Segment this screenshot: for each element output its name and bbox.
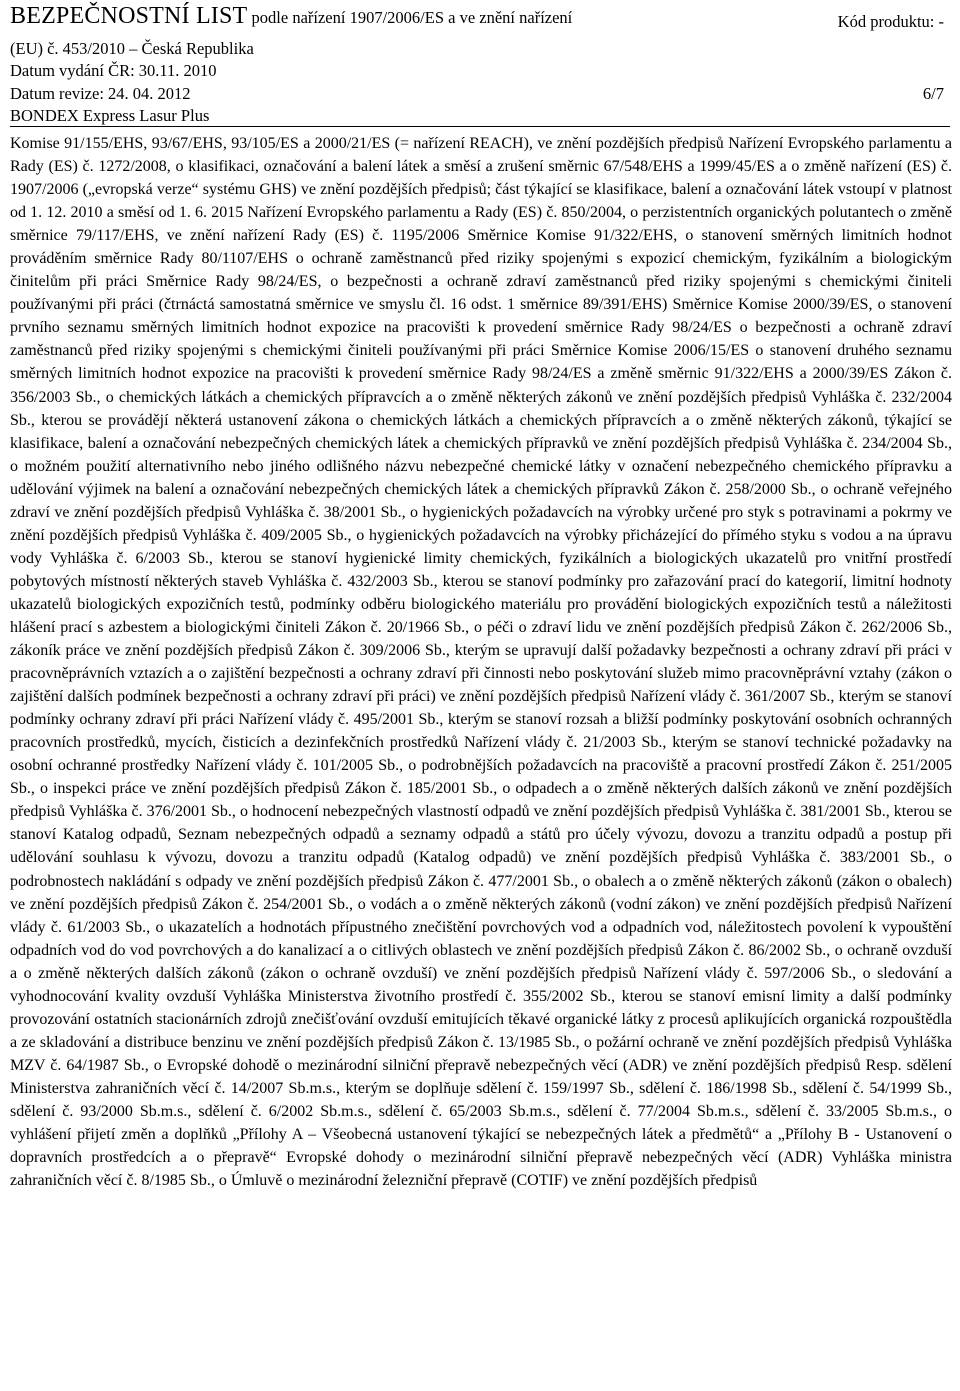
page-number: 6/7	[922, 84, 944, 103]
regulation-line: (EU) č. 453/2010 – Česká Republika	[10, 39, 254, 58]
product-name: BONDEX Express Lasur Plus	[10, 106, 210, 125]
header-divider	[10, 126, 950, 127]
header-title-line	[10, 3, 573, 29]
product-code: Kód produktu: -	[837, 12, 944, 31]
regulations-paragraph: Komise 91/155/EHS, 93/67/EHS, 93/105/ES a 2000/21/ES (= nařízení REACH), ve znění pozdějších předpisů Nařízení Evropského parlamentu a Rady (ES) č. 1272/2008, o klasifikaci, označování a balení látek a směsí a zrušení směrnic 67/548/EHS a 1999/45/ES a o změně nařízení (ES) č. 1907/2006 („evropská verze“ systému GHS) ve znění pozdějších předpisů; část týkající se klasifikace, balení a označování látek vstoupí v platnost od 1. 12. 2010 a směsí od 1. 6. 2015 Nařízení Evropského parlamentu a Rady (ES) č. 850/2004, o perzistentních organických polutantech o změně směrnice 79/117/EHS, ve znění nařízení Rady (ES) č. 1195/2006 Směrnice Komise 91/322/EHS, o stanovení směrných limitních hodnot prováděním směrnice Rady 80/1107/EHS o ochraně zaměstnanců před riziky spojenými s expozicí chemickým, fyzikálním a biologickým činitelům při práci Směrnice Rady 98/24/ES, o bezpečnosti a ochraně zdraví zaměstnanců před riziky spojenými s chemickými činiteli používanými při práci (čtrnáctá samostatná směrnice ve smyslu čl. 16 odst. 1 směrnice 89/391/EHS) Směrnice Komise 2000/39/ES, o stanovení prvního seznamu směrných limitních hodnot expozice na pracovišti k provedení směrnice Rady 98/24/ES o bezpečnosti a ochraně zdraví zaměstnanců před riziky spojenými s chemickými činiteli používanými při práci Směrnice Komise 2006/15/ES o stanovení druhého seznamu směrných limitních hodnot expozice na pracovišti k provedení směrnice Rady 98/24/ES a změně směrnic 91/322/EHS a 2000/39/ES Zákon č. 356/2003 Sb., o chemických látkách a chemických přípravcích a o změně některých zákonů ve znění pozdějších předpisů Vyhláška č. 232/2004 Sb., kterou se provádějí některá ustanovení zákona o chemických látkách a chemických přípravcích a o změně některých zákonů, týkající se klasifikace, balení a označování nebezpečných chemických látek a chemických přípravků ve znění pozdějších předpisů Vyhláška č. 234/2004 Sb., o možném použití alternativního nebo jiného odlišného názvu nebezpečné chemické látky v označení nebezpečného chemického přípravku a udělování výjimek na balení a označování nebezpečných chemických látek a chemických přípravků Zákon č. 258/2000 Sb., o ochraně veřejného zdraví ve znění pozdějších předpisů Vyhláška č. 38/2001 Sb., o hygienických požadavcích na výrobky určené pro styk s potravinami a pokrmy ve znění pozdějších předpisů Vyhláška č. 409/2005 Sb., o hygienických požadavcích na výrobky přicházející do přímého styku s vodou a na úpravu vody Vyhláška č. 6/2003 Sb., kterou se stanoví hygienické limity chemických, fyzikálních a biologických ukazatelů pro vnitřní prostředí pobytových místností některých staveb Vyhláška č. 432/2003 Sb., kterou se stanoví podmínky pro zařazování prací do kategorií, limitní hodnoty ukazatelů biologických expozičních testů, podmínky odběru biologického materiálu pro provádění biologických expozičních testů a náležitosti hlášení prací s azbestem a biologickými činiteli Zákon č. 20/1966 Sb., o péči o zdraví lidu ve znění pozdějších předpisů Zákon č. 262/2006 Sb., zákoník práce ve znění pozdějších předpisů Zákon č. 309/2006 Sb., kterým se upravují další požadavky bezpečnosti a ochrany zdraví při práci v pracovněprávních vztazích a o zajištění bezpečnosti a ochrany zdraví při činnosti nebo poskytování služeb mimo pracovněprávní vztahy (zákon o zajištění dalších podmínek bezpečnosti a ochrany zdraví při práci) ve znění pozdějších předpisů Nařízení vlády č. 361/2007 Sb., kterým se stanoví podmínky ochrany zdraví při práci Nařízení vlády č. 495/2001 Sb., kterým se stanoví rozsah a bližší podmínky poskytování osobních ochranných pracovních prostředků, mycích, čisticích a dezinfekčních prostředků Nařízení vlády č. 21/2003 Sb., kterým se stanoví technické požadavky na osobní ochranné prostředky Nařízení vlády č. 101/2005 Sb., o podrobnějších požadavcích na pracoviště a pracovní prostředí Zákon č. 251/2005 Sb., o inspekci práce ve znění pozdějších předpisů Zákon č. 185/2001 Sb., o odpadech a o změně některých dalších zákonů ve znění pozdějších předpisů Vyhláška č. 376/2001 Sb., o hodnocení nebezpečných vlastností odpadů ve znění pozdějších předpisů Vyhláška č. 381/2001 Sb., kterou se stanoví Katalog odpadů, Seznam nebezpečných odpadů a seznamy odpadů a států pro účely vývozu, dovozu a tranzitu odpadů a postup při udělování souhlasu k vývozu, dovozu a tranzitu odpadů (Katalog odpadů) ve znění pozdějších předpisů Vyhláška č. 383/2001 Sb., o podrobnostech nakládání s odpady ve znění pozdějších předpisů Zákon č. 477/2001 Sb., o obalech a o změně některých zákonů (zákon o obalech) ve znění pozdějších předpisů Zákon č. 254/2001 Sb., o vodách a o změně některých zákonů (vodní zákon) ve znění pozdějších předpisů Nařízení vlády č. 61/2003 Sb., o ukazatelích a hodnotách přípustného znečištění povrchových vod a odpadních vod, náležitostech povolení k vypouštění odpadních vod do vod povrchových a do kanalizací a o citlivých oblastech ve znění pozdějších předpisů Zákon č. 86/2002 Sb., o ochraně ovzduší a o změně některých dalších zákonů (zákon o ochraně ovzduší) ve znění pozdějších předpisů Nařízení vlády č. 597/2006 Sb., o sledování a vyhodnocování kvality ovzduší Vyhláška Ministerstva životního prostředí č. 355/2002 Sb., kterou se stanoví emisní limity a další podmínky provozování ostatních stacionárních zdrojů znečišťování ovzduší emitujících těkavé organické látky z procesů aplikujících organická rozpouštědla a ze skladování a distribuce benzinu ve znění pozdějších předpisů Zákon č. 13/1985 Sb., o požární ochraně ve znění pozdějších předpisů Vyhláška MZV č. 64/1987 Sb., o Evropské dohodě o mezinárodní silniční přepravě nebezpečných věcí (ADR) ve znění pozdějších předpisů Resp. sdělení Ministerstva zahraničních věcí č. 14/2007 Sb.m.s., kterým se doplňuje sdělení č. 159/1997 Sb., sdělení č. 186/1998 Sb., sdělení č. 54/1999 Sb., sdělení č. 93/2000 Sb.m.s., sdělení č. 6/2002 Sb.m.s., sdělení č. 65/2003 Sb.m.s., sdělení č. 77/2004 Sb.m.s., sdělení č. 33/2005 Sb.m.s., o vyhlášení přijetí změn a doplňků „Přílohy A – Všeobecná ustanovení týkající se nebezpečných látek a předmětů“ a „Přílohy B - Ustanovení o dopravních prostředcích a o přepravě“ Evropské dohody o mezinárodní silniční přepravě nebezpečných věcí (ADR) Vyhláška ministra zahraničních věcí č. 8/1985 Sb., o Úmluvě o mezinárodní železniční přepravě (COTIF) ve znění pozdějších předpisů	[10, 135, 952, 1190]
document-title: BEZPEČNOSTNÍ LIST	[10, 3, 248, 29]
issue-date: Datum vydání ČR: 30.11. 2010	[10, 61, 217, 80]
revision-date: Datum revize: 24. 04. 2012	[10, 84, 191, 103]
document-header	[10, 0, 950, 128]
regulation-text: podle nařízení 1907/2006/ES a ve znění nařízení	[251, 8, 573, 27]
